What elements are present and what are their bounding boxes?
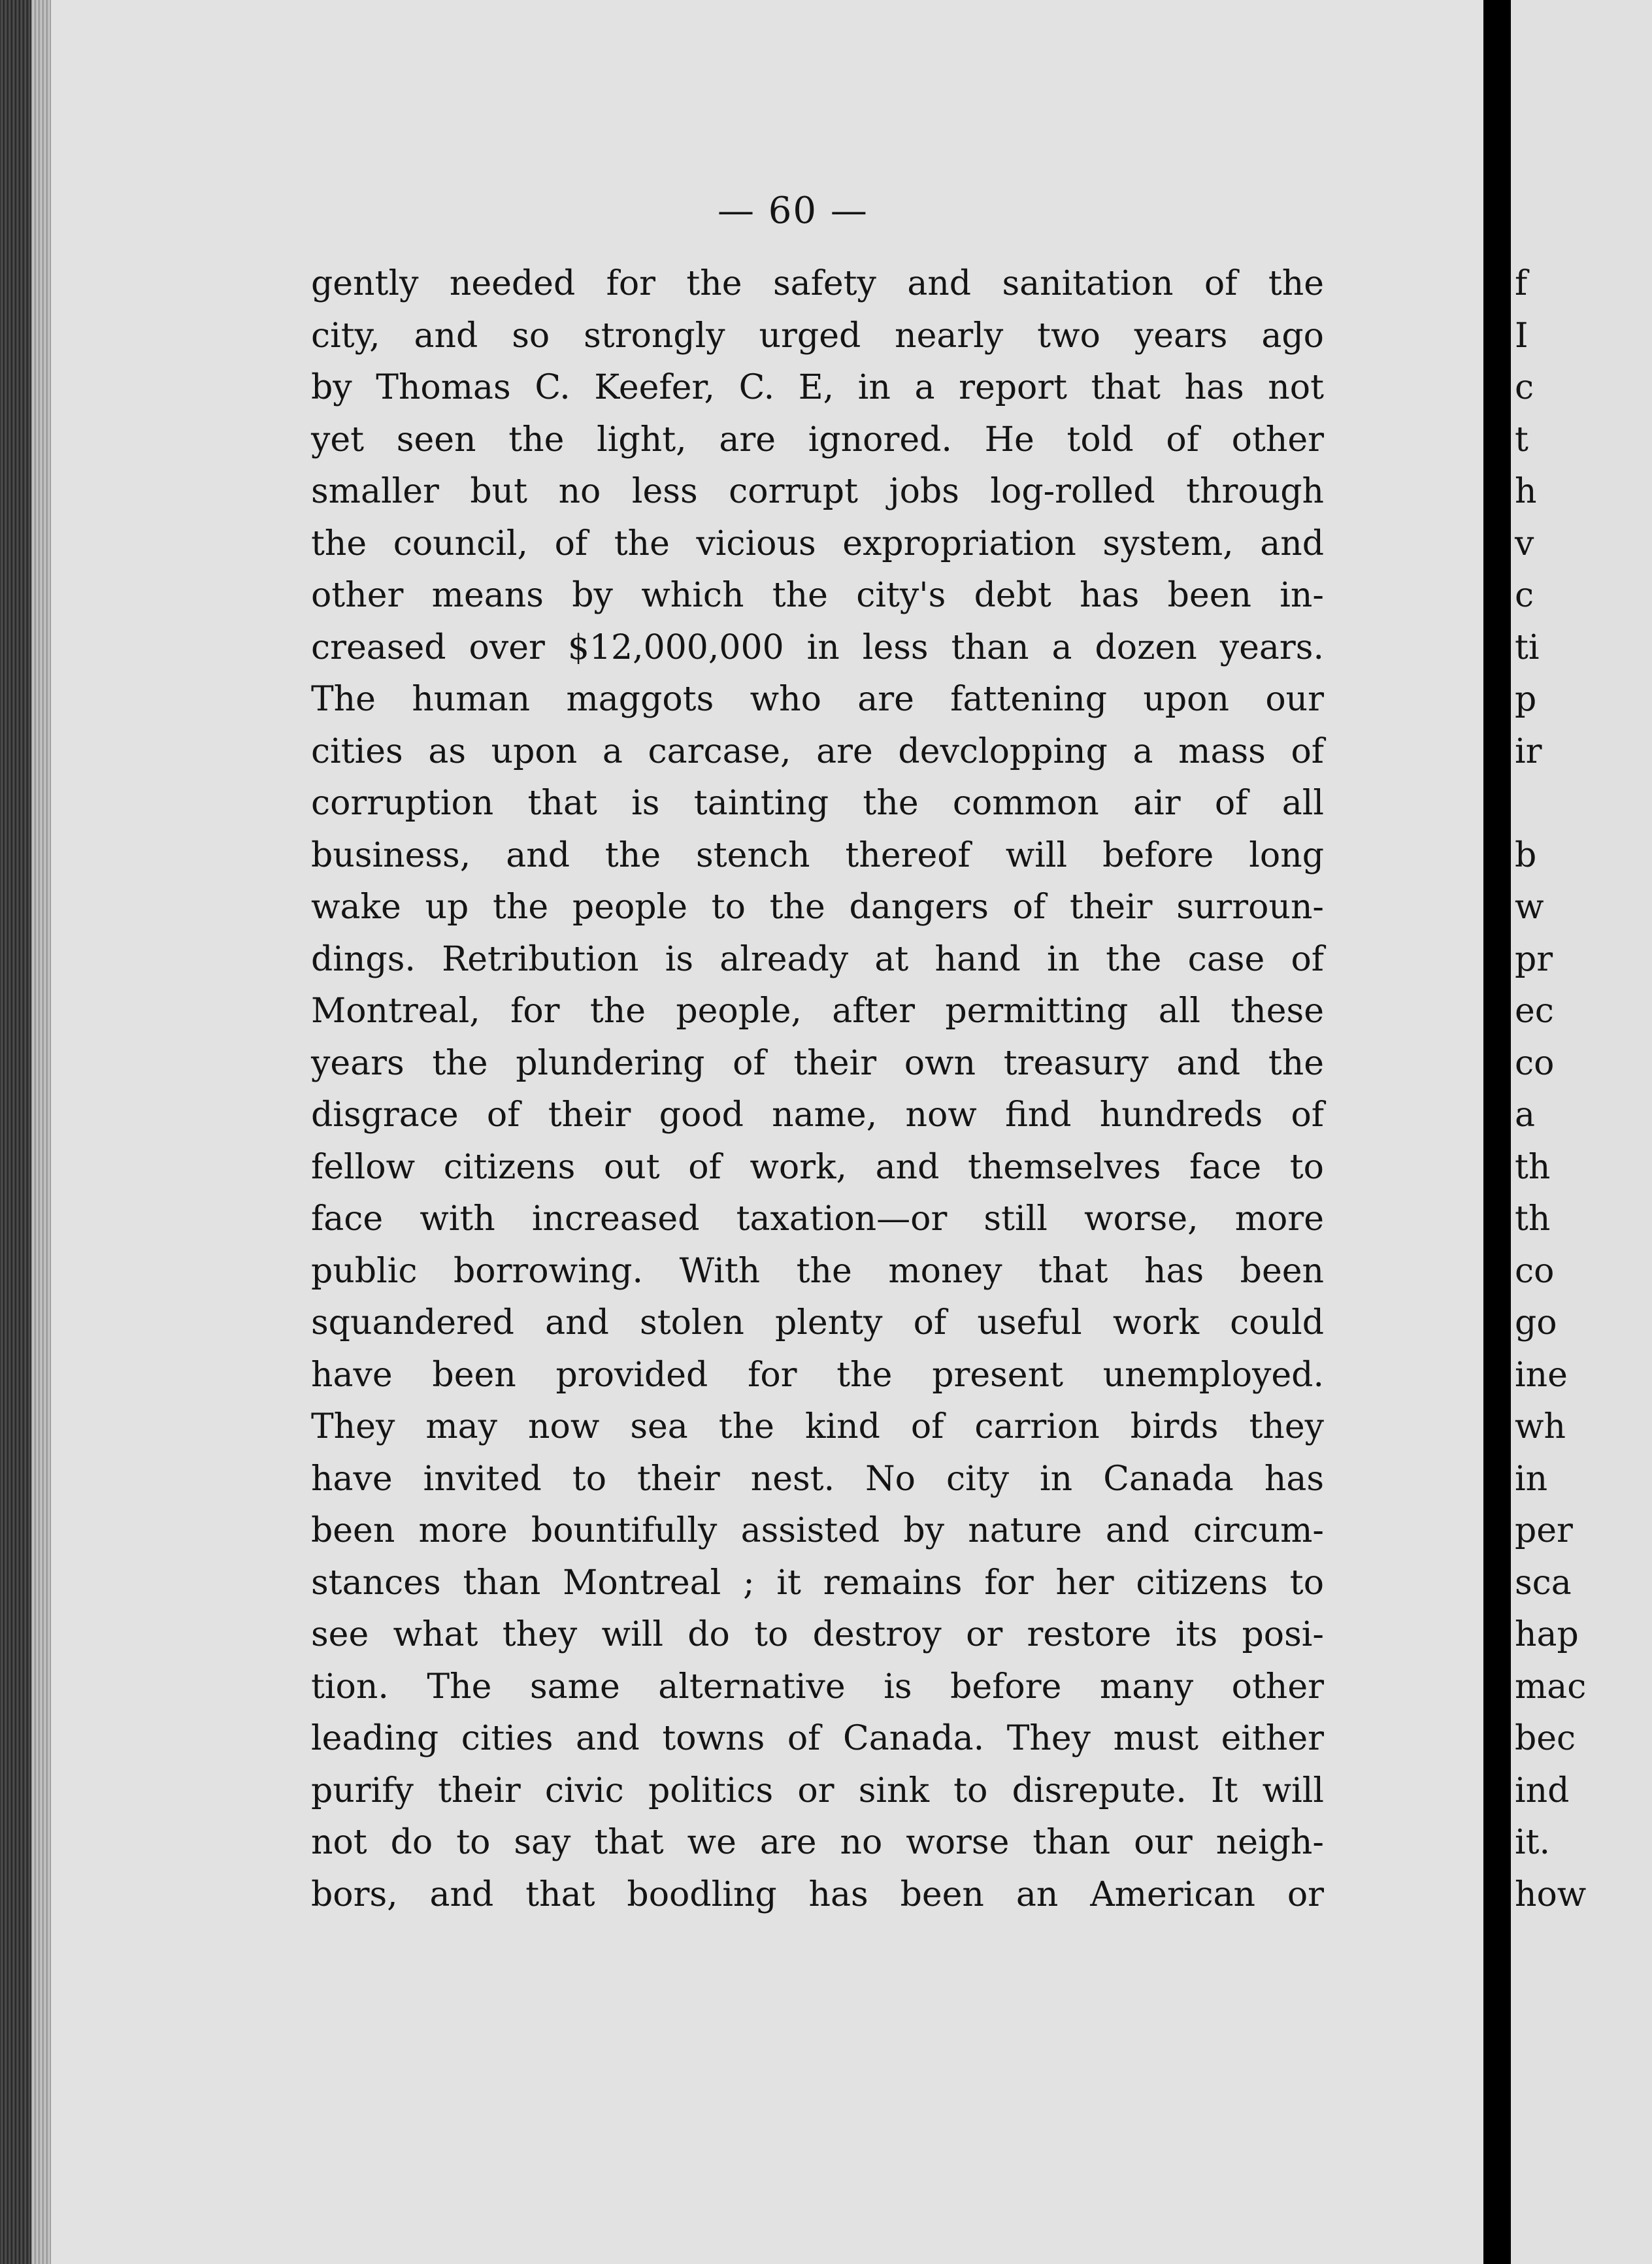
facing-text-line: v (1515, 524, 1534, 563)
text-line: leading cities and towns of Canada. They must either (311, 1719, 1324, 1758)
text-line: tion. The same alternative is before many other (311, 1667, 1324, 1706)
facing-text-line: I (1515, 316, 1528, 356)
facing-text-line: ec (1515, 991, 1554, 1031)
facing-text-line: ind (1515, 1771, 1570, 1810)
page-gutter (1483, 0, 1511, 2264)
facing-text-line: in (1515, 1459, 1548, 1499)
facing-text-line: c (1515, 368, 1534, 407)
facing-text-line: hap (1515, 1615, 1579, 1654)
facing-text-line: wh (1515, 1407, 1566, 1446)
facing-text-line: per (1515, 1511, 1573, 1550)
facing-text-line: co (1515, 1043, 1555, 1083)
facing-text-line: ir (1515, 731, 1542, 771)
text-line: corruption that is tainting the common air of all (311, 784, 1324, 823)
text-line: business, and the stench thereof will before long (311, 835, 1324, 875)
page-number: — 60 — (718, 190, 868, 232)
facing-text-line: h (1515, 472, 1537, 511)
text-line: city, and so strongly urged nearly two years ago (311, 316, 1324, 356)
text-line: the council, of the vicious expropriation system, and (311, 524, 1324, 563)
facing-text-line: b (1515, 835, 1537, 875)
text-line: squandered and stolen plenty of useful work could (311, 1303, 1324, 1342)
facing-page-text (1515, 258, 1652, 1921)
facing-text-line: th (1515, 1147, 1551, 1187)
facing-text-line: pr (1515, 939, 1553, 979)
text-line: gently needed for the safety and sanitation of the (311, 264, 1324, 303)
text-line: Montreal, for the people, after permitting all these (311, 991, 1324, 1031)
text-line: stances than Montreal ; it remains for her citizens to (311, 1563, 1324, 1603)
facing-text-line: go (1515, 1303, 1557, 1342)
text-line: The human maggots who are fattening upon our (311, 680, 1324, 719)
facing-text-line: th (1515, 1199, 1551, 1239)
text-line: been more bountifully assisted by nature and circum- (311, 1511, 1324, 1550)
text-line: see what they will do to destroy or restore its posi- (311, 1615, 1324, 1654)
facing-text-line: how (1515, 1874, 1587, 1914)
facing-text-line: mac (1515, 1667, 1587, 1706)
text-line: cities as upon a carcase, are devclopping a mass of (311, 731, 1324, 771)
text-line: fellow citizens out of work, and themselves face to (311, 1147, 1324, 1187)
facing-text-line: sca (1515, 1563, 1572, 1603)
text-line: have been provided for the present unemployed. (311, 1355, 1324, 1395)
text-line: not do to say that we are no worse than our neigh- (311, 1823, 1324, 1862)
text-line: years the plundering of their own treasury and the (311, 1043, 1324, 1083)
facing-text-line (1515, 778, 1652, 830)
facing-text-line: ine (1515, 1355, 1568, 1395)
text-line: disgrace of their good name, now find hundreds of (311, 1095, 1324, 1135)
text-line: bors, and that boodling has been an American or (311, 1874, 1324, 1914)
text-line: wake up the people to the dangers of their surroun- (311, 888, 1324, 927)
page-stack-edge (31, 0, 51, 2264)
facing-text-line: bec (1515, 1719, 1576, 1758)
text-line: purify their civic politics or sink to disrepute. It will (311, 1771, 1324, 1810)
facing-text-line: ti (1515, 627, 1540, 667)
text-line: have invited to their nest. No city in Canada has (311, 1459, 1324, 1499)
text-line: They may now sea the kind of carrion birds they (311, 1407, 1324, 1446)
text-line: smaller but no less corrupt jobs log-rolled through (311, 472, 1324, 511)
facing-text-line: p (1515, 680, 1537, 719)
text-line: yet seen the light, are ignored. He told of other (311, 420, 1324, 459)
body-text (311, 258, 1324, 1921)
book-fore-edge (0, 0, 31, 2264)
text-line: dings. Retribution is already at hand in the case of (311, 939, 1324, 979)
facing-text-line: co (1515, 1251, 1555, 1291)
facing-text-line: it. (1515, 1823, 1551, 1862)
facing-text-line: w (1515, 888, 1544, 927)
facing-text-line: a (1515, 1095, 1536, 1135)
text-line: other means by which the city's debt has been in- (311, 576, 1324, 615)
text-line: face with increased taxation—or still worse, more (311, 1199, 1324, 1239)
facing-text-line: f (1515, 264, 1528, 303)
text-line: public borrowing. With the money that has been (311, 1251, 1324, 1291)
facing-text-line: c (1515, 576, 1534, 615)
text-line: by Thomas C. Keefer, C. E, in a report that has not (311, 368, 1324, 407)
text-line: creased over $12,000,000 in less than a dozen years. (311, 627, 1324, 667)
facing-text-line: t (1515, 420, 1528, 459)
